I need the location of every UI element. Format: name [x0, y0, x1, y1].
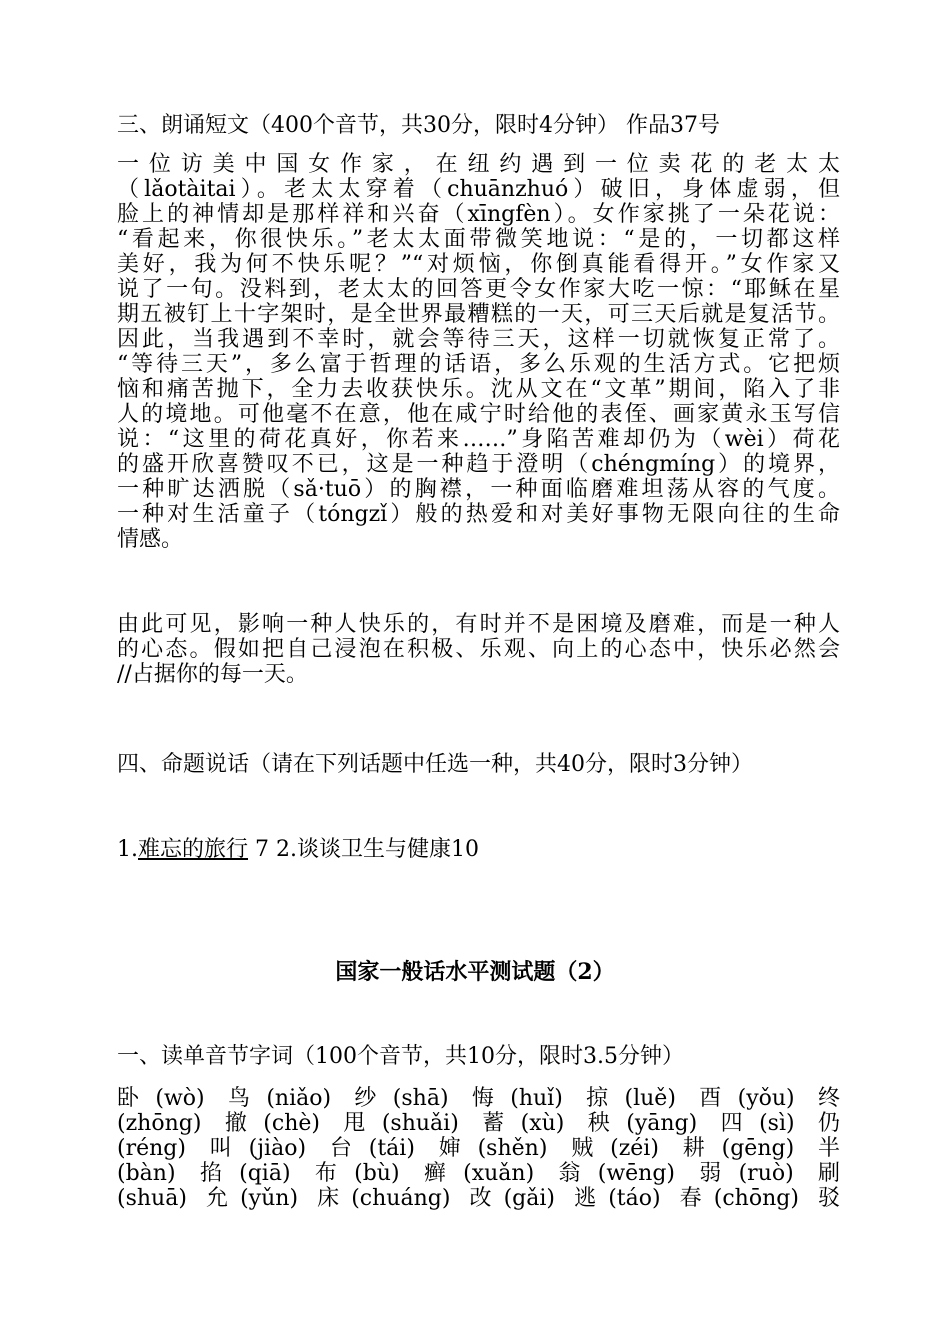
text-line: 一位访美中国女作家，在纽约遇到一位卖花的老太太	[117, 152, 840, 177]
topic-1-mark: 7	[248, 837, 276, 862]
topic-1-number: 1.	[117, 837, 138, 862]
text-line: 说了一句。没料到，老太太的回答更令女作家大吃一惊：“耶稣在星	[117, 277, 840, 302]
char-line: (zhōng) 撤(chè) 甩(shuǎi) 蓄(xù) 秧(yāng) 四(sì) 仍	[117, 1111, 840, 1136]
test-2-title: 国家一般话水平测试题（2）	[335, 959, 615, 985]
text-line: 的心态。假如把自己浸泡在积极、乐观、向上的心态中，快乐必然会	[117, 637, 840, 662]
text-line: 情感。	[117, 527, 184, 552]
char-line: (réng) 叫(jiào) 台(tái) 婶(shěn) 贼(zéi) 耕(gēng) 半	[117, 1136, 840, 1161]
topic-list	[117, 837, 840, 863]
text-line: 说：“这里的荷花真好，你若来……”身陷苦难却仍为（wèi）荷花	[117, 427, 840, 452]
topic-1-title: 难忘的旅行	[138, 837, 249, 862]
text-line: 由此可见，影响一种人快乐的，有时并不是困境及磨难，而是一种人	[117, 612, 840, 637]
section3-heading: 三、朗诵短文（400个音节，共30分，限时4分钟） 作品37号	[117, 113, 720, 138]
text-line: “等待三天”，多么富于哲理的话语，多么乐观的生活方式。它把烦	[117, 352, 840, 377]
text-line: “看起来，你很快乐。”老太太面带微笑地说：“是的，一切都这样	[117, 227, 840, 252]
test2-section1-heading: 一、读单音节字词（100个音节，共10分，限时3.5分钟）	[117, 1044, 684, 1069]
topic-2: 2.谈谈卫生与健康10	[276, 837, 479, 862]
text-line: 期五被钉上十字架时，是全世界最糟糕的一天，可三天后就是复活节。	[117, 302, 840, 327]
text-line: 美好，我为何不快乐呢？”“对烦恼，你倒真能看得开。”女作家又	[117, 252, 840, 277]
text-line: 一种旷达洒脱（sǎ·tuō）的胸襟，一种面临磨难坦荡从容的气度。	[117, 477, 840, 502]
section4-heading: 四、命题说话（请在下列话题中任选一种，共40分，限时3分钟）	[117, 752, 753, 777]
text-line: 恼和痛苦抛下，全力去收获快乐。沈从文在“文革”期间，陷入了非	[117, 377, 840, 402]
text-line: //占据你的每一天。	[117, 662, 308, 687]
text-line: 的盛开欣喜赞叹不已，这是一种趋于澄明（chéngmíng）的境界，	[117, 452, 840, 477]
text-line: 人的境地。可他毫不在意，他在咸宁时给他的表侄、画家黄永玉写信	[117, 402, 840, 427]
text-line: （lǎotàitai）。老太太穿着（chuānzhuó）破旧，身体虚弱，但	[117, 177, 840, 202]
text-line: 一种对生活童子（tóngzǐ）般的热爱和对美好事物无限向往的生命	[117, 502, 840, 527]
text-line: 因此，当我遇到不幸时，就会等待三天，这样一切就恢复正常了。	[117, 327, 840, 352]
text-line: 脸上的神情却是那样祥和兴奋（xīngfèn）。女作家挑了一朵花说：	[117, 202, 840, 227]
char-line: 卧(wò) 鸟(niǎo) 纱(shā) 悔(huǐ) 掠(luě) 酉(yǒu) 终	[117, 1086, 840, 1111]
char-line: (shuā) 允(yǔn) 床(chuáng) 改(gǎi) 逃(táo) 春(chōng) 驳	[117, 1186, 840, 1211]
char-line: (bàn) 掐(qiā) 布(bù) 癣(xuǎn) 翁(wēng) 弱(ruò) 刷	[117, 1161, 840, 1186]
